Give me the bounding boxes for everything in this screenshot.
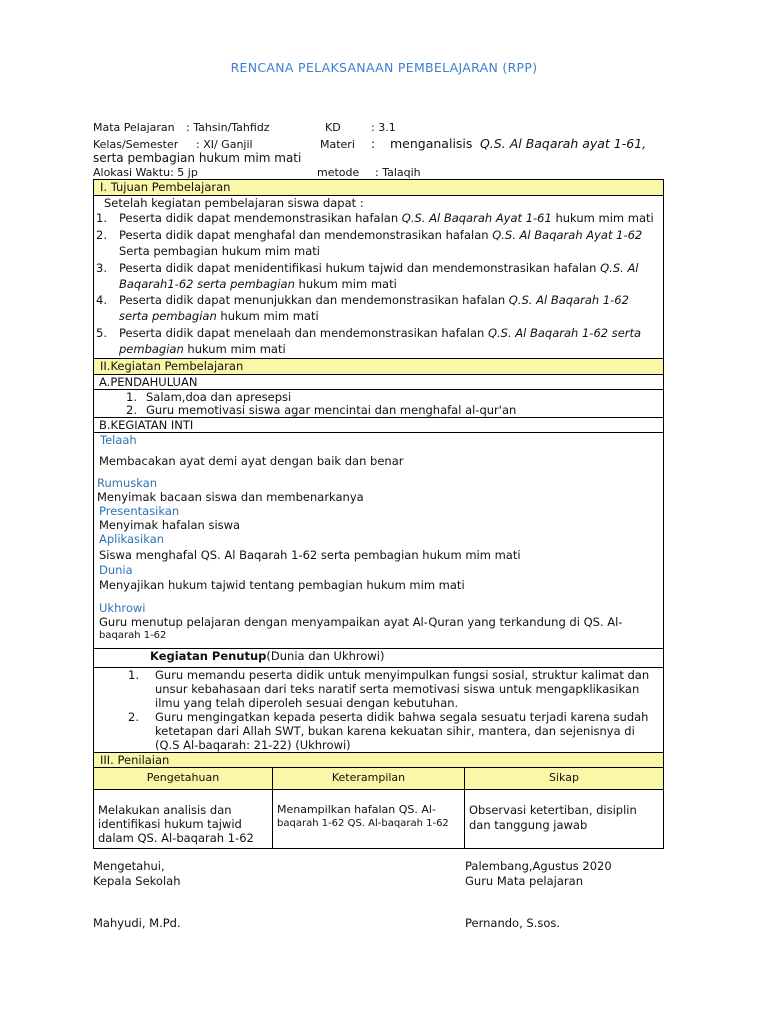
presentasikan-label: Presentasikan [99,504,180,518]
dunia-label: Dunia [99,563,133,577]
kd-value: : 3.1 [371,121,396,134]
penutup-item-1-line-1: Guru memandu peserta didik untuk menyimpulkan fungsi sosial, struktur kalimat dan [155,668,650,682]
tujuan-item-2-cont: Serta pembagian hukum mim mati [119,244,320,258]
tujuan-item-5-cont: pembagian hukum mim mati [119,342,286,356]
materi-value: menganalisis [390,136,473,151]
aplikasikan-label: Aplikasikan [99,532,165,546]
kd-label: KD [325,121,341,134]
tujuan-num-3: 3. [96,261,107,275]
pendahuluan-item-2: Guru memotivasi siswa agar mencintai dan menghafal al-qur'an [146,403,517,417]
penutup-item-2-line-1: Guru mengingatkan kepada peserta didik bahwa segala sesuatu terjadi karena sudah [155,710,649,724]
rumuskan-label: Rumuskan [97,476,158,490]
tujuan-num-5: 5. [96,326,107,340]
penilaian-heading: III. Penilaian [93,752,664,768]
penutup-num-2: 2. [128,710,139,724]
footer-mengetahui: Mengetahui, [93,859,165,873]
tujuan-heading: I. Tujuan Pembelajaran [93,179,664,196]
penutup-item-2-line-3: (Q.S Al-baqarah: 21-22) (Ukhrowi) [155,738,351,752]
pendahuluan-num-2: 2. [126,403,137,417]
materi-label: Materi [320,138,355,151]
tujuan-num-4: 4. [96,293,107,307]
footer-place-date: Palembang,Agustus 2020 [465,859,612,873]
table-header-row [94,768,664,790]
kegiatan-heading: II.Kegiatan Pembelajaran [93,358,664,375]
tujuan-item-3-cont: Baqarah1-62 serta pembagian hukum mim mati [119,277,397,291]
inti-label: B.KEGIATAN INTI [99,418,194,432]
materi-colon: : [371,136,376,151]
mapel-value: : Tahsin/Tahfidz [186,121,270,134]
pendahuluan-label: A.PENDAHULUAN [99,375,198,389]
telaah-label: Telaah [100,433,137,447]
rumuskan-text: Menyimak bacaan siswa dan membenarkanya [97,490,364,504]
table-row [94,790,664,849]
dunia-text: Menyajikan hukum tajwid tentang pembagian hukum mim mati [99,578,465,592]
cell-pengetahuan: Melakukan analisis dan identifikasi hukum tajwid dalam QS. Al-baqarah 1-62 [94,790,273,849]
metode-value: : Talaqih [375,166,421,179]
footer-guru-label: Guru Mata pelajaran [465,874,583,888]
ukhrowi-text-cont: baqarah 1-62 [99,630,167,641]
penutup-item-1-line-2: unsur kebahasaan dari teks naratif serta memotivasi siswa untuk mengapklikasikan [155,682,640,696]
tujuan-num-2: 2. [96,228,107,242]
materi-continuation: serta pembagian hukum mim mati [93,151,302,165]
footer-kepsek-name: Mahyudi, M.Pd. [93,916,181,930]
ukhrowi-label: Ukhrowi [99,601,146,615]
cell-sikap: Observasi ketertiban, disiplin dan tanggung jawab [465,790,664,849]
penutup-heading: Kegiatan Penutup(Dunia dan Ukhrowi) [150,649,385,663]
footer-kepala-sekolah: Kepala Sekolah [93,874,181,888]
pendahuluan-num-1: 1. [126,390,137,404]
cell-keterampilan: Menampilkan hafalan QS. Al- baqarah 1-62 QS. Al-baqarah 1-62 [273,790,465,849]
tujuan-item-2: Peserta didik dapat menghafal dan mendemonstrasikan hafalan Q.S. Al Baqarah Ayat 1-62 [119,228,643,242]
tujuan-item-3: Peserta didik dapat menidentifikasi hukum tajwid dan mendemonstrasikan hafalan Q.S. Al [119,261,639,275]
kelas-value: : XI/ Ganjil [196,138,253,151]
divider [93,432,664,433]
col-sikap: Sikap [465,768,664,790]
metode-label: metode [317,166,360,179]
penutup-item-1-line-3: ilmu yang telah diperoleh sesuai dengan kebutuhan. [155,696,459,710]
presentasikan-text: Menyimak hafalan siswa [99,518,241,532]
tujuan-item-4: Peserta didik dapat menunjukkan dan mendemonstrasikan hafalan Q.S. Al Baqarah 1-62 [119,293,629,307]
penilaian-table [93,767,664,849]
penutup-num-1: 1. [128,668,139,682]
col-pengetahuan: Pengetahuan [94,768,273,790]
footer-guru-name: Pernando, S.sos. [465,916,561,930]
document-title: RENCANA PELAKSANAAN PEMBELAJARAN (RPP) [230,60,538,75]
tujuan-item-4-cont: serta pembagian hukum mim mati [119,309,319,323]
tujuan-intro: Setelah kegiatan pembelajaran siswa dapat : [104,196,364,210]
materi-surah: Q.S. Al Baqarah ayat 1-61, [480,136,647,151]
telaah-text: Membacakan ayat demi ayat dengan baik dan benar [99,454,404,468]
ukhrowi-text: Guru menutup pelajaran dengan menyampaikan ayat Al-Quran yang terkandung di QS. Al- [99,615,623,629]
tujuan-item-1: Peserta didik dapat mendemonstrasikan hafalan Q.S. Al Baqarah Ayat 1-61 hukum mim mati [119,211,654,225]
tujuan-item-5: Peserta didik dapat menelaah dan mendemonstrasikan hafalan Q.S. Al Baqarah 1-62 serta [119,326,642,340]
kelas-label: Kelas/Semester [93,138,179,151]
penutup-item-2-line-2: ketetapan dari Allah SWT, bukan karena kekuatan sihir, mantera, dan sejenisnya di [155,724,635,738]
pendahuluan-item-1: Salam,doa dan apresepsi [146,390,292,404]
mapel-label: Mata Pelajaran [93,121,175,134]
tujuan-num-1: 1. [96,211,107,225]
aplikasikan-text: Siswa menghafal QS. Al Baqarah 1-62 serta pembagian hukum mim mati [99,548,521,562]
alokasi-waktu: Alokasi Waktu: 5 jp [93,166,198,179]
col-keterampilan: Keterampilan [273,768,465,790]
